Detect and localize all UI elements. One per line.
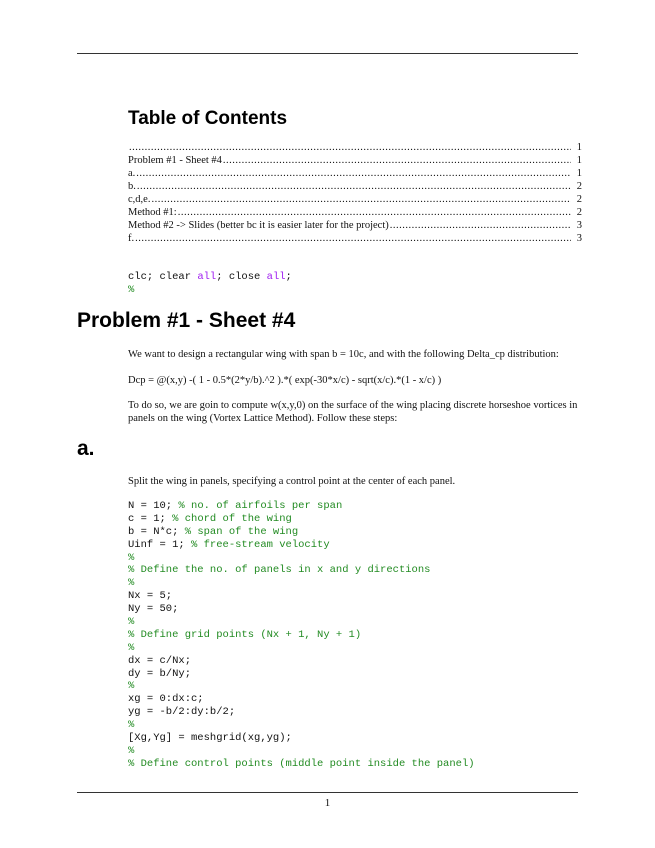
toc-entry-page: 1 [576,142,582,153]
code-text: Nx = 5; [128,590,173,603]
code-line [128,732,475,745]
code-line [128,655,475,668]
code-comment: % Define the no. of panels in x and y directions [128,564,431,577]
toc-entry[interactable] [128,219,582,232]
code-comment: % [128,551,135,564]
code-text: dx = c/Nx; [128,654,192,667]
table-of-contents [128,141,582,245]
code-text: [Xg,Yg] = meshgrid(xg,yg); [128,732,292,745]
footer-rule [77,792,578,793]
section-heading-a: a. [77,437,95,460]
toc-leader-dots [136,167,571,180]
code-text: b = N*c; [128,525,185,538]
code-line [128,616,475,629]
code-comment: % chord of the wing [172,512,292,525]
toc-title: Table of Contents [128,108,288,129]
code-comment: % [128,641,135,654]
code-line [128,564,475,577]
toc-entry-label: b. [128,181,136,192]
paragraph: We want to design a rectangular wing with span b = 10c, and with the following Delta_cp distribution: [128,349,559,360]
code-line [128,719,475,732]
code-text: yg = -b/2:dy:b/2; [128,706,236,719]
code-comment: % [128,744,135,757]
code-line [128,706,475,719]
toc-leader-dots [129,141,571,154]
paragraph-formula: Dcp = @(x,y) -( 1 - 0.5*(2*y/b).^2 ).*( exp(-30*x/c) - sqrt(x/c).*(1 - x/c) ) [128,375,442,386]
code-comment: % span of the wing [184,525,299,538]
code-comment: % [128,680,135,693]
toc-entry-label: c,d,e. [128,194,151,205]
header-rule [77,53,578,54]
code-text: clc; clear [128,271,198,283]
code-keyword: all [266,271,286,283]
code-comment: % no. of airfoils per span [178,500,343,512]
toc-entry-page: 3 [576,233,582,244]
code-line [128,629,475,642]
code-comment: % [128,283,135,296]
code-block-a [128,500,475,771]
code-text: Ny = 50; [128,603,179,616]
code-line [128,500,475,513]
code-text: N = 10; [128,500,179,512]
toc-entry[interactable] [128,193,582,206]
toc-entry-label: Method #2 -> Slides (better bc it is easier later for the project) [128,220,389,231]
toc-leader-dots [390,219,571,232]
code-text: Uinf = 1; [128,538,192,551]
toc-entry-page: 1 [576,155,582,166]
toc-leader-dots [151,193,571,206]
toc-leader-dots [137,180,571,193]
code-line [128,590,475,603]
toc-entry-page: 2 [576,194,582,205]
code-text: dy = b/Ny; [128,667,192,680]
toc-entry-page: 2 [576,181,582,192]
toc-entry[interactable] [128,167,582,180]
toc-entry[interactable] [128,180,582,193]
code-comment: % [128,577,135,590]
paragraph: Split the wing in panels, specifying a control point at the center of each panel. [128,476,456,487]
toc-entry[interactable] [128,206,582,219]
page-number: 1 [324,797,331,809]
code-text: xg = 0:dx:c; [128,693,204,706]
code-line [128,513,475,526]
code-keyword: all [197,271,217,283]
code-text: ; close [216,271,267,283]
code-comment: % Define control points (middle point inside the panel) [128,757,475,770]
code-line [128,745,475,758]
code-line [128,526,475,539]
toc-leader-dots [223,154,571,167]
code-comment: % free-stream velocity [191,538,330,551]
toc-entry-label: Problem #1 - Sheet #4 [128,155,222,166]
toc-entry-page: 2 [576,207,582,218]
toc-entry-page: 3 [576,220,582,231]
code-text: c = 1; [128,512,173,525]
code-line [128,668,475,681]
toc-entry-label: a. [128,168,136,179]
toc-entry-page: 1 [576,168,582,179]
code-line [128,271,292,284]
toc-leader-dots [135,232,571,245]
code-comment: % Define grid points (Nx + 1, Ny + 1) [128,628,362,641]
toc-entry[interactable] [128,232,582,245]
paragraph: To do so, we are goin to compute w(x,y,0) on the surface of the wing placing discrete horseshoe vortices in panels on the wing (Vortex Lattice Method). Follow these steps: [128,400,578,424]
code-comment: % [128,719,135,732]
toc-entry[interactable] [128,141,582,154]
code-line [128,577,475,590]
code-comment: % [128,616,135,629]
code-line [128,642,475,655]
toc-leader-dots [178,206,571,219]
code-line [128,758,475,771]
toc-entry[interactable] [128,154,582,167]
code-line [128,603,475,616]
code-block-intro [128,271,292,297]
code-line [128,680,475,693]
section-heading-problem-1: Problem #1 - Sheet #4 [77,309,296,332]
code-line [128,693,475,706]
code-line [128,552,475,565]
code-line [128,539,475,552]
toc-entry-label: Method #1: [128,207,177,218]
code-text: ; [285,271,292,283]
toc-entry-label: f. [128,233,135,244]
